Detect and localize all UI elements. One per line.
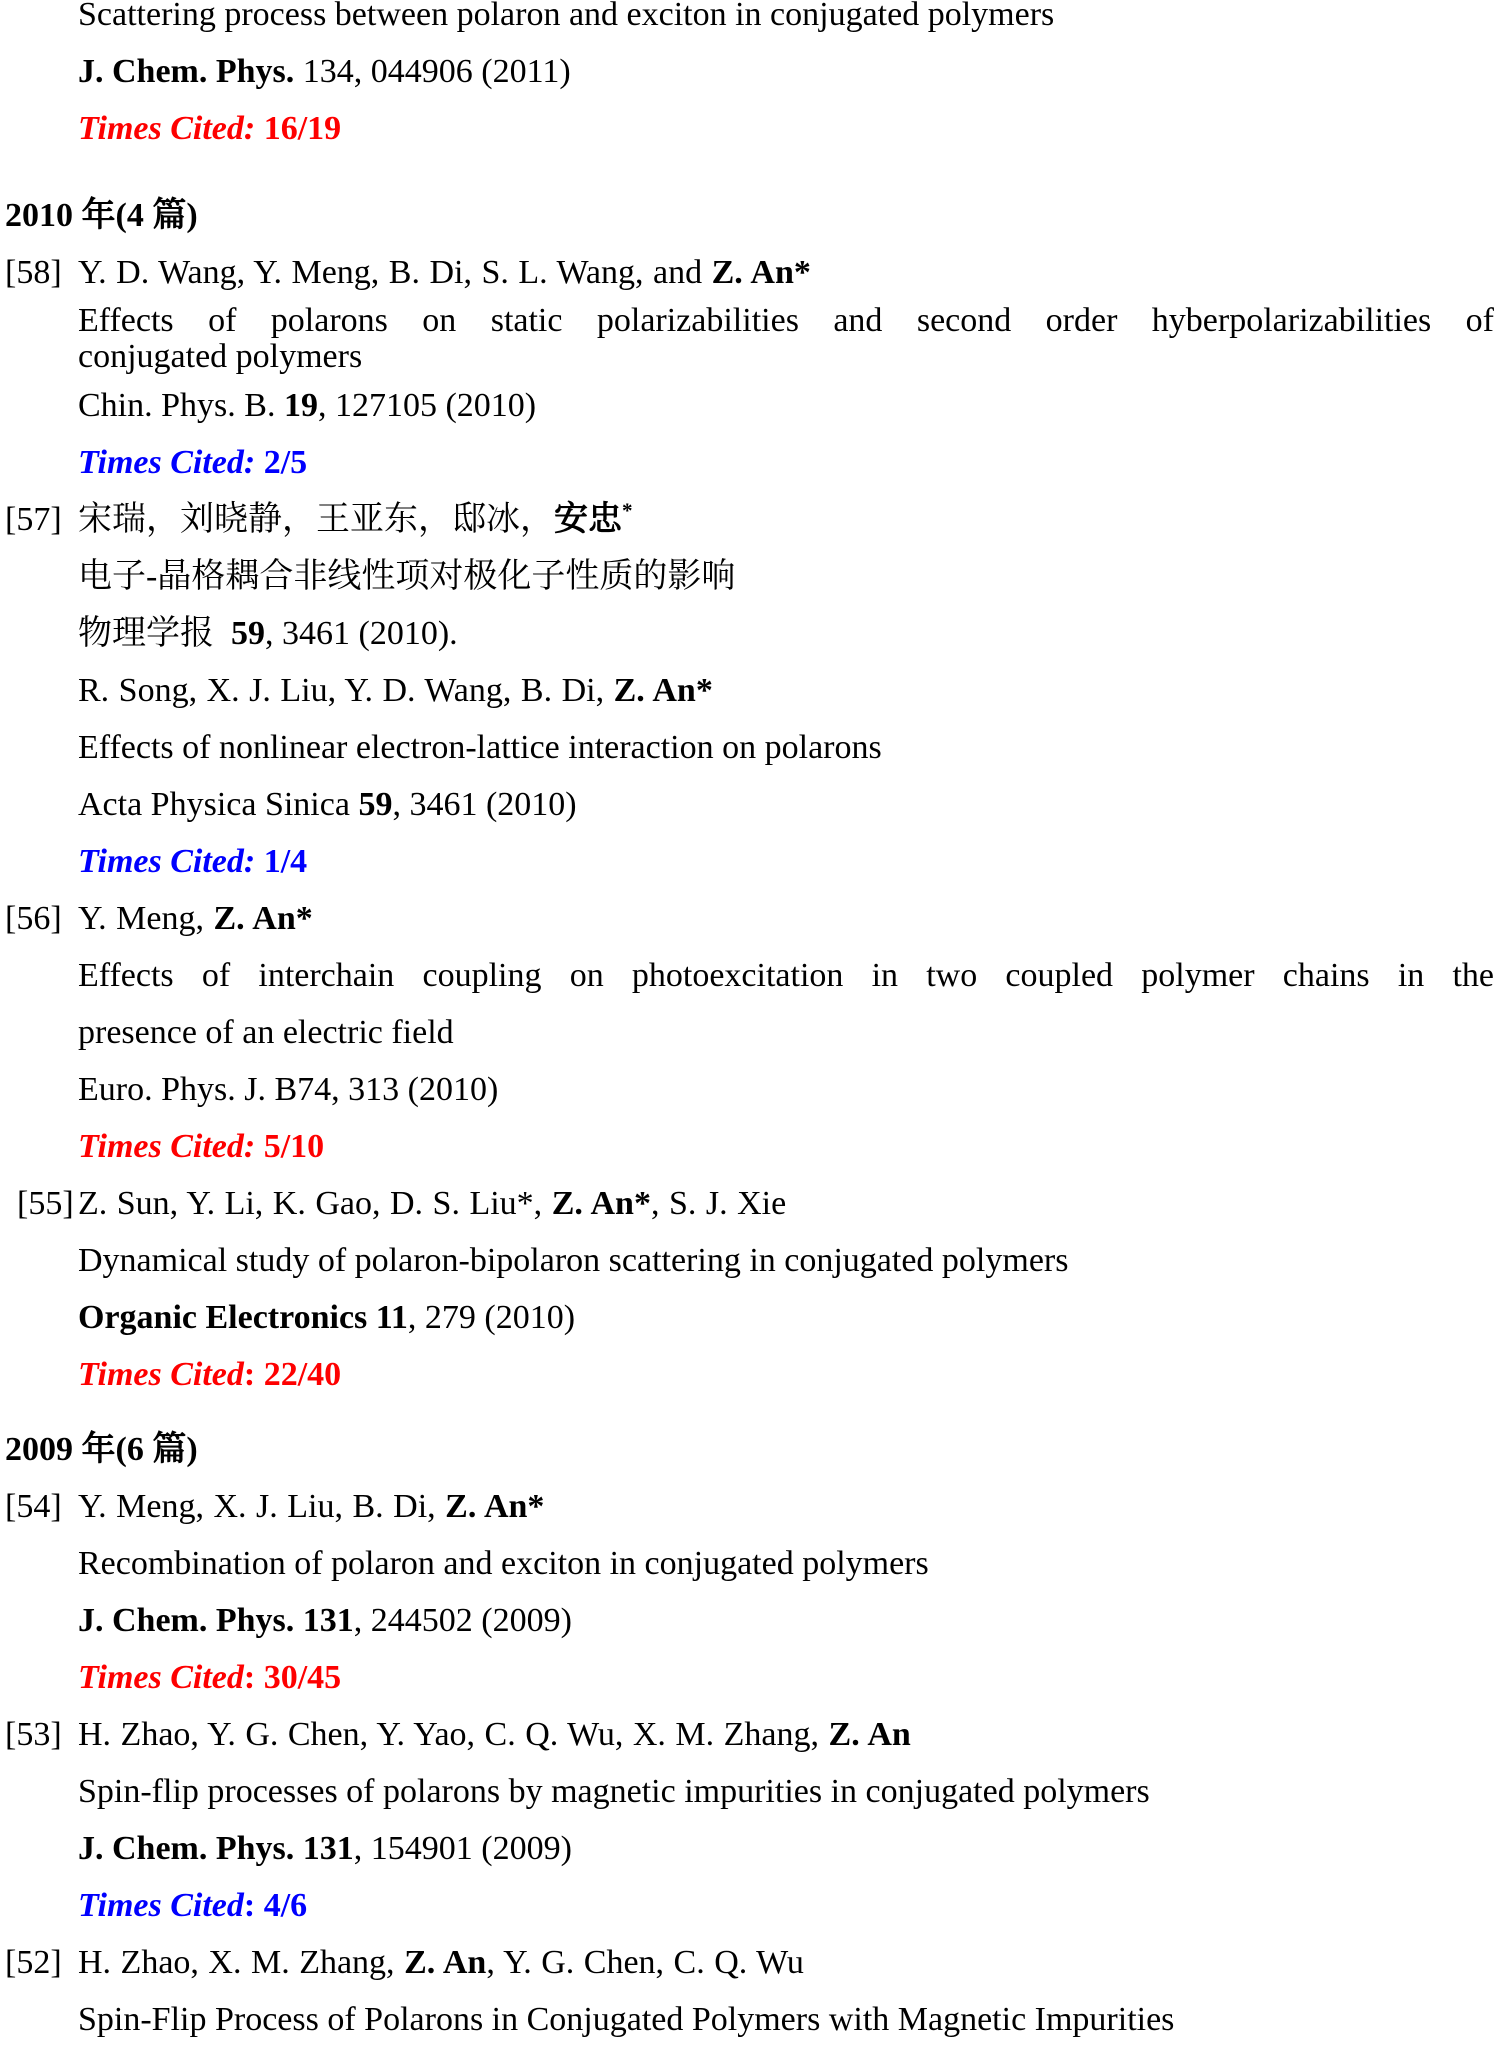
times-cited-colon: : bbox=[243, 110, 256, 147]
times-cited-label: Times Cited bbox=[78, 444, 244, 481]
title-line: Spin-flip processes of polarons by magnetic impurities in conjugated polymers bbox=[78, 1773, 1150, 1810]
publication-entry bbox=[0, 0, 1500, 157]
emphasized-text: Z. An* bbox=[213, 900, 313, 937]
article-title bbox=[0, 1232, 1500, 1289]
emphasized-text: 59 bbox=[231, 615, 265, 652]
authors-line bbox=[0, 662, 1500, 719]
article-title bbox=[0, 303, 1500, 375]
emphasized-text: Z. An* bbox=[613, 672, 713, 709]
superscript-asterisk bbox=[622, 499, 633, 523]
title-line: Scattering process between polaron and exciton in conjugated polymers bbox=[78, 0, 1055, 33]
text-run: , S. J. Xie bbox=[650, 1185, 787, 1222]
times-cited-label: Times Cited bbox=[78, 110, 244, 147]
text-run: 134, 044906 (2011) bbox=[302, 53, 571, 90]
times-cited-label: Times Cited bbox=[78, 1356, 244, 1393]
text-run: , Y. G. Chen, C. Q. Wu bbox=[486, 1944, 804, 1981]
emphasized-text: J. Chem. Phys. 131 bbox=[78, 1602, 354, 1639]
times-cited bbox=[0, 434, 1500, 491]
article-title bbox=[0, 0, 1500, 43]
text-run: H. Zhao, Y. G. Chen, Y. Yao, C. Q. Wu, X. M. Zhang, bbox=[78, 1716, 829, 1753]
title-line: presence of an electric field bbox=[78, 1014, 454, 1051]
journal-line bbox=[0, 605, 1500, 662]
emphasized-text: Z. An bbox=[404, 1944, 487, 1981]
text-run: Y. Meng, bbox=[78, 900, 214, 937]
times-cited-colon: : bbox=[243, 1356, 256, 1393]
authors-line bbox=[0, 1934, 1500, 1991]
ref-number: [57] bbox=[5, 501, 62, 538]
times-cited-value: 30/45 bbox=[255, 1659, 342, 1696]
authors-line bbox=[0, 244, 1500, 301]
times-cited-label: Times Cited bbox=[78, 1128, 244, 1165]
year-header: 2010 年(4 篇) bbox=[5, 197, 198, 234]
article-title bbox=[0, 719, 1500, 776]
times-cited-value: 2/5 bbox=[255, 444, 308, 481]
authors-line bbox=[0, 1478, 1500, 1535]
emphasized-text: 19 bbox=[283, 387, 318, 424]
publication-entry bbox=[0, 491, 1500, 890]
ref-number: [54] bbox=[5, 1488, 62, 1525]
text-run: 宋瑞，刘晓静，王亚东，邸冰， bbox=[78, 501, 554, 538]
title-line: Spin-Flip Process of Polarons in Conjugated Polymers with Magnetic Impurities bbox=[78, 2001, 1175, 2038]
text-run: Euro. Phys. J. B74, 313 (2010) bbox=[78, 1071, 499, 1108]
article-title bbox=[0, 548, 1500, 605]
article-title bbox=[0, 947, 1500, 1061]
emphasized-text: 安忠 bbox=[554, 501, 622, 538]
journal-line bbox=[0, 1289, 1500, 1346]
emphasized-text: J. Chem. Phys. bbox=[78, 53, 303, 90]
emphasized-text: J. Chem. Phys. 131 bbox=[78, 1830, 354, 1867]
publication-entry bbox=[0, 244, 1500, 491]
publication-entry bbox=[0, 1934, 1500, 2048]
text-run: , 127105 (2010) bbox=[317, 387, 537, 424]
title-line: 电子-晶格耦合非线性项对极化子性质的影响 bbox=[78, 558, 736, 595]
text-run: H. Zhao, X. M. Zhang, bbox=[78, 1944, 405, 1981]
times-cited-label: Times Cited bbox=[78, 1887, 244, 1924]
ref-number: [53] bbox=[5, 1716, 62, 1753]
title-line: Recombination of polaron and exciton in conjugated polymers bbox=[78, 1545, 929, 1582]
times-cited-value: 1/4 bbox=[255, 843, 308, 880]
authors-line bbox=[0, 1706, 1500, 1763]
times-cited-value: 16/19 bbox=[255, 110, 342, 147]
times-cited-value: 4/6 bbox=[255, 1887, 308, 1924]
ref-number: [56] bbox=[5, 900, 62, 937]
text-run: 物理学报 bbox=[78, 615, 231, 652]
text-run: , 279 (2010) bbox=[407, 1299, 576, 1336]
times-cited bbox=[0, 1346, 1500, 1403]
year-header: 2009 年(6 篇) bbox=[5, 1431, 198, 1468]
times-cited-colon: : bbox=[243, 1659, 256, 1696]
emphasized-text: Organic Electronics 11 bbox=[78, 1299, 408, 1336]
times-cited bbox=[0, 1118, 1500, 1175]
text-run: Y. D. Wang, Y. Meng, B. Di, S. L. Wang, and bbox=[78, 254, 712, 291]
text-run: , 244502 (2009) bbox=[353, 1602, 572, 1639]
journal-line bbox=[0, 377, 1500, 434]
journal-line bbox=[0, 776, 1500, 833]
emphasized-text: Z. An* bbox=[551, 1185, 651, 1222]
article-title bbox=[0, 1763, 1500, 1820]
times-cited-label: Times Cited bbox=[78, 843, 244, 880]
publication-entry bbox=[0, 1175, 1500, 1403]
publication-entry bbox=[0, 1706, 1500, 1934]
times-cited-label: Times Cited bbox=[78, 1659, 244, 1696]
title-line: Effects of nonlinear electron-lattice interaction on polarons bbox=[78, 729, 882, 766]
times-cited-colon: : bbox=[243, 444, 256, 481]
publication-entry bbox=[0, 1478, 1500, 1706]
times-cited-colon: : bbox=[243, 843, 256, 880]
emphasized-text: Z. An* bbox=[711, 254, 811, 291]
article-title bbox=[0, 1991, 1500, 2048]
journal-line bbox=[0, 43, 1500, 100]
times-cited bbox=[0, 833, 1500, 890]
title-line: Effects of interchain coupling on photoexcitation in two coupled polymer chains in the bbox=[78, 957, 1494, 994]
text-run: Chin. Phys. B. bbox=[78, 387, 284, 424]
text-run: , 3461 (2010). bbox=[265, 615, 458, 652]
authors-line bbox=[0, 491, 1500, 548]
emphasized-text: * bbox=[622, 498, 633, 523]
text-run: Y. Meng, X. J. Liu, B. Di, bbox=[78, 1488, 446, 1525]
authors-line bbox=[0, 1175, 1500, 1232]
text-run: Acta Physica Sinica bbox=[78, 786, 359, 823]
emphasized-text: Z. An* bbox=[445, 1488, 545, 1525]
authors-line bbox=[0, 890, 1500, 947]
times-cited bbox=[0, 100, 1500, 157]
text-run: , 154901 (2009) bbox=[353, 1830, 572, 1867]
emphasized-text: Z. An bbox=[828, 1716, 911, 1753]
title-line: conjugated polymers bbox=[78, 338, 363, 375]
article-title bbox=[0, 1535, 1500, 1592]
times-cited-colon: : bbox=[243, 1887, 256, 1924]
times-cited-value: 22/40 bbox=[255, 1356, 342, 1393]
journal-line bbox=[0, 1820, 1500, 1877]
ref-number: [55] bbox=[17, 1185, 74, 1222]
ref-number: [52] bbox=[5, 1944, 62, 1981]
emphasized-text: 59 bbox=[358, 786, 393, 823]
journal-line bbox=[0, 1061, 1500, 1118]
journal-line bbox=[0, 1592, 1500, 1649]
text-run: , 3461 (2010) bbox=[392, 786, 577, 823]
title-line: Effects of polarons on static polarizabilities and second order hyberpolarizabilities of bbox=[78, 302, 1494, 339]
title-line: Dynamical study of polaron-bipolaron scattering in conjugated polymers bbox=[78, 1242, 1069, 1279]
times-cited-value: 5/10 bbox=[255, 1128, 325, 1165]
publication-entry bbox=[0, 890, 1500, 1175]
times-cited bbox=[0, 1649, 1500, 1706]
times-cited-colon: : bbox=[243, 1128, 256, 1165]
ref-number: [58] bbox=[5, 254, 62, 291]
text-run: Z. Sun, Y. Li, K. Gao, D. S. Liu*, bbox=[78, 1185, 552, 1222]
times-cited bbox=[0, 1877, 1500, 1934]
text-run: R. Song, X. J. Liu, Y. D. Wang, B. Di, bbox=[78, 672, 614, 709]
